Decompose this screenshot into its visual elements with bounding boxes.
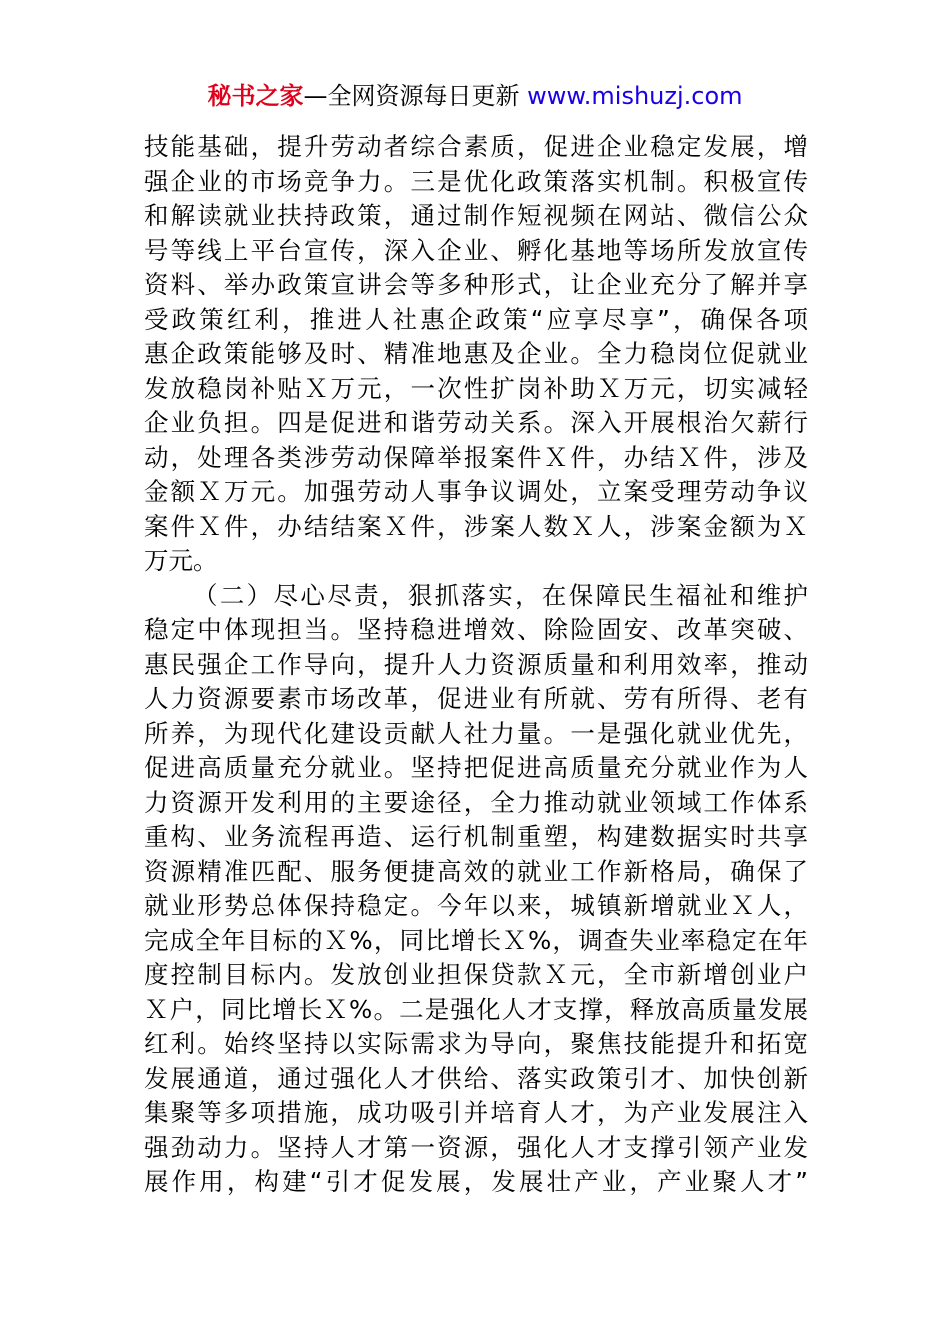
text-line: 惠企政策能够及时、精准地惠及企业。全力稳岗位促就业 bbox=[144, 339, 808, 368]
text-line: 金额Ｘ万元。加强劳动人事争议调处，立案受理劳动争议 bbox=[144, 477, 808, 506]
text-line: 稳定中体现担当。坚持稳进增效、除险固安、改革突破、 bbox=[144, 615, 808, 644]
text-line: 展作用，构建“引才促发展，发展壮产业，产业聚人才” bbox=[144, 1167, 808, 1196]
document-body bbox=[144, 130, 808, 1200]
text-line: 完成全年目标的Ｘ%，同比增长Ｘ%，调查失业率稳定在年 bbox=[144, 925, 808, 955]
text-line: 所养，为现代化建设贡献人社力量。一是强化就业优先， bbox=[144, 718, 808, 748]
text-line: 发展通道，通过强化人才供给、落实政策引才、加快创新 bbox=[144, 1063, 808, 1093]
text-line: 资源精准匹配、服务便捷高效的就业工作新格局，确保了 bbox=[144, 856, 808, 886]
text-line: 技能基础，提升劳动者综合素质，促进企业稳定发展，增 bbox=[144, 132, 808, 161]
text-line: 受政策红利，推进人社惠企政策“应享尽享”，确保各项 bbox=[144, 304, 808, 334]
text-line: 企业负担。四是促进和谐劳动关系。深入开展根治欠薪行 bbox=[144, 408, 808, 437]
text-line: 促进高质量充分就业。坚持把促进高质量充分就业作为人 bbox=[144, 753, 808, 782]
text-line: 号等线上平台宣传，深入企业、孵化基地等场所发放宣传 bbox=[144, 235, 808, 265]
text-line: 动，处理各类涉劳动保障举报案件Ｘ件，办结Ｘ件，涉及 bbox=[144, 442, 808, 472]
text-line: 人力资源要素市场改革，促进业有所就、劳有所得、老有 bbox=[144, 684, 808, 713]
site-brand: 秘书之家 bbox=[207, 82, 304, 110]
text-line: 惠民强企工作导向，提升人力资源质量和利用效率，推动 bbox=[144, 649, 808, 679]
text-line: 度控制目标内。发放创业担保贷款Ｘ元，全市新增创业户 bbox=[144, 960, 808, 989]
text-line: 强劲动力。坚持人才第一资源，强化人才支撑引领产业发 bbox=[144, 1132, 808, 1162]
text-line: 集聚等多项措施，成功吸引并培育人才，为产业发展注入 bbox=[144, 1098, 808, 1127]
text-line: 案件Ｘ件，办结结案Ｘ件，涉案人数Ｘ人，涉案金额为Ｘ bbox=[144, 511, 808, 541]
text-line: 发放稳岗补贴Ｘ万元，一次性扩岗补助Ｘ万元，切实减轻 bbox=[144, 373, 808, 403]
text-line: 红利。始终坚持以实际需求为导向，聚焦技能提升和拓宽 bbox=[144, 1029, 808, 1058]
text-line: 和解读就业扶持政策，通过制作短视频在网站、微信公众 bbox=[144, 201, 808, 230]
text-line: 资料、举办政策宣讲会等多种形式，让企业充分了解并享 bbox=[144, 270, 808, 299]
text-line: 万元。 bbox=[144, 546, 218, 575]
text-line: Ｘ户，同比增长Ｘ%。二是强化人才支撑，释放高质量发展 bbox=[144, 994, 808, 1024]
text-line: 力资源开发利用的主要途径，全力推动就业领域工作体系 bbox=[144, 787, 808, 817]
section-heading-line: （二）尽心尽责，狠抓落实，在保障民生福祉和维护 bbox=[193, 580, 808, 610]
text-line: 强企业的市场竞争力。三是优化政策落实机制。积极宣传 bbox=[144, 166, 808, 196]
text-line: 重构、业务流程再造、运行机制重塑，构建数据实时共享 bbox=[144, 822, 808, 851]
site-url-link[interactable]: www.mishuzj.com bbox=[527, 82, 743, 110]
site-header bbox=[0, 80, 950, 112]
site-tagline: —全网资源每日更新 bbox=[303, 82, 528, 110]
text-line: 就业形势总体保持稳定。今年以来，城镇新增就业Ｘ人， bbox=[144, 891, 808, 920]
